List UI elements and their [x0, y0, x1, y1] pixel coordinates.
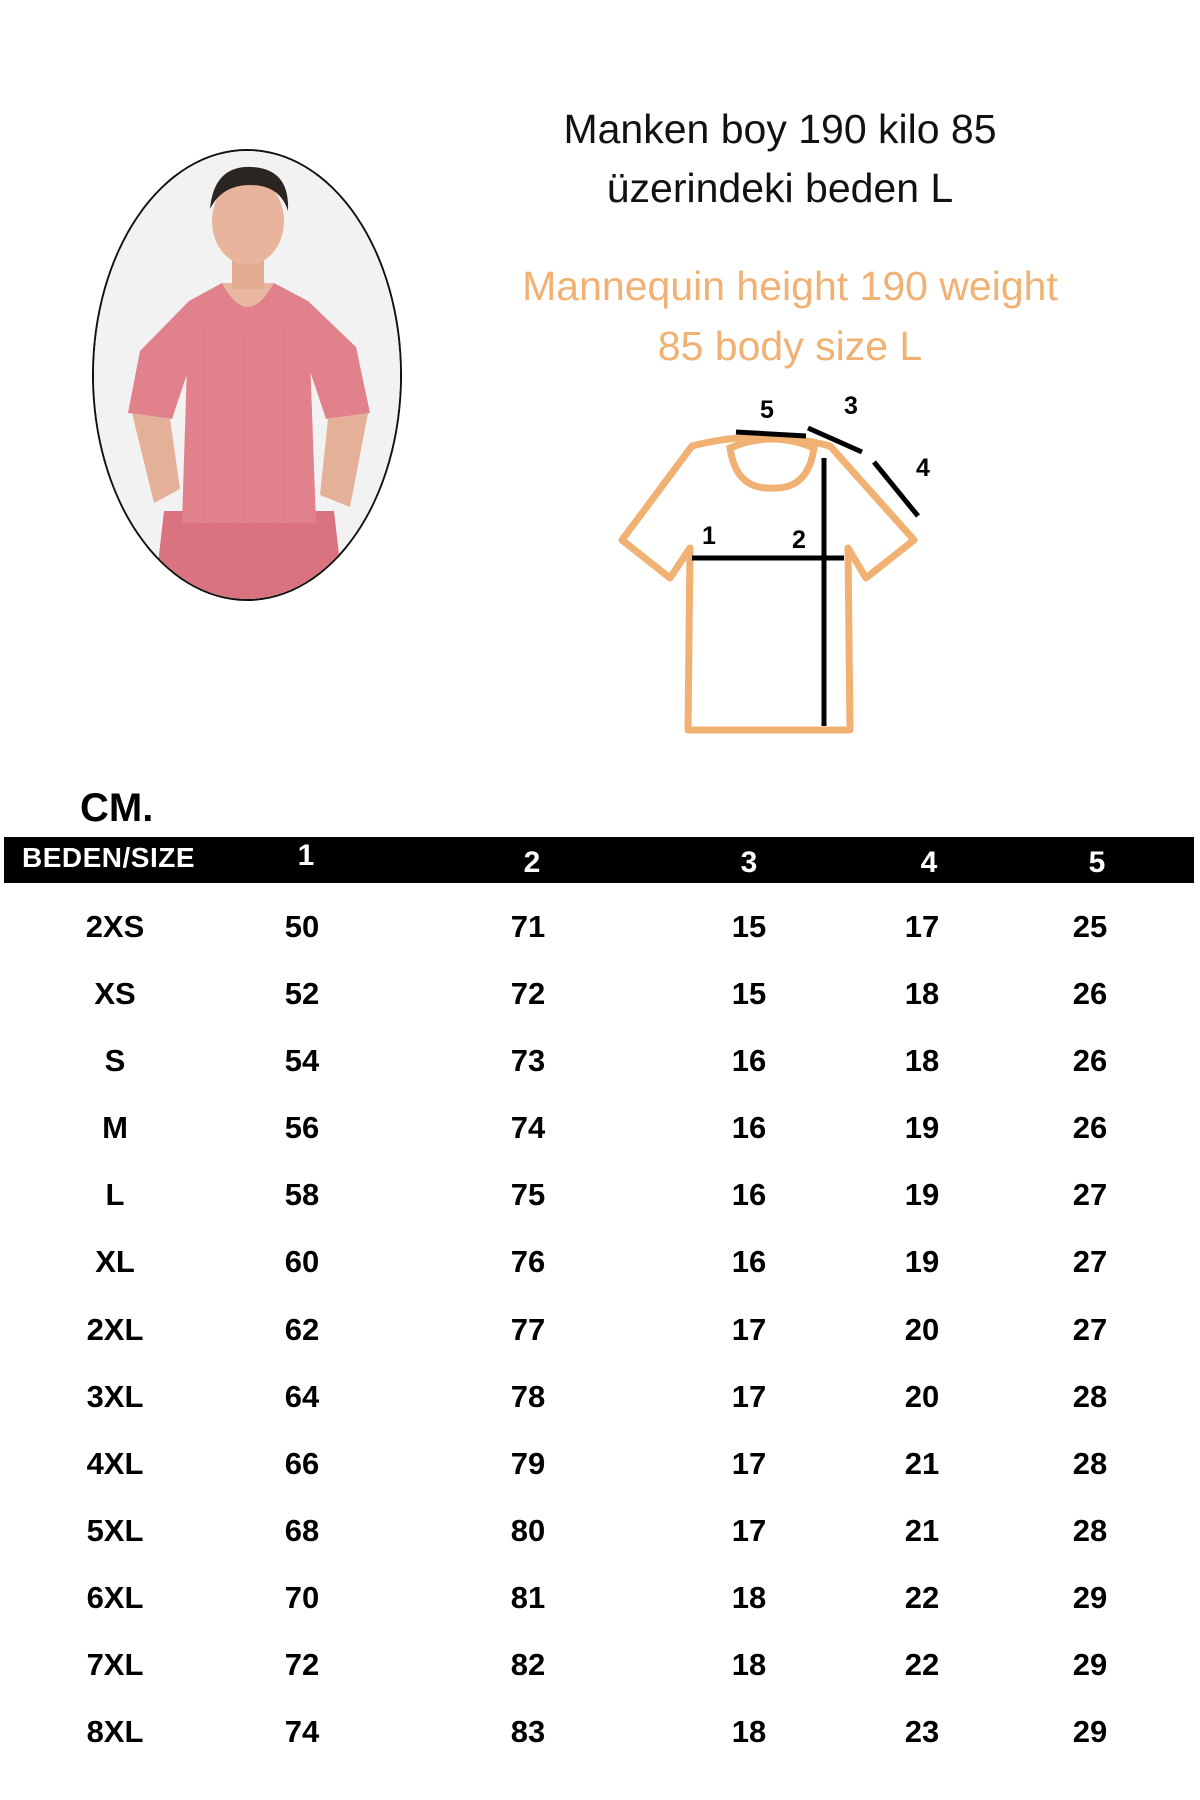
measurement-cell-col-2: 77 — [510, 1311, 546, 1347]
measurement-cell-col-1: 64 — [284, 1378, 320, 1414]
measurement-cell-col-5: 26 — [1072, 1110, 1108, 1146]
tshirt-outline — [622, 437, 914, 730]
measurement-cell-col-3: 15 — [731, 976, 767, 1012]
size-cell: S — [104, 1043, 126, 1079]
size-cell: XS — [94, 976, 136, 1012]
size-cell: 4XL — [86, 1445, 144, 1481]
measurement-cell-col-1: 52 — [284, 976, 320, 1012]
measurement-cell-col-3: 17 — [731, 1445, 767, 1481]
table-row — [0, 1702, 1200, 1769]
caption-turkish — [480, 100, 1080, 218]
table-row — [0, 1300, 1200, 1367]
measurement-cell-col-5: 28 — [1072, 1445, 1108, 1481]
diagram-label-4: 4 — [916, 454, 930, 482]
measurement-cell-col-3: 18 — [731, 1579, 767, 1615]
model-photo — [92, 149, 402, 601]
measurement-cell-col-2: 71 — [510, 909, 546, 944]
measurement-cell-col-5: 28 — [1072, 1378, 1108, 1414]
measurement-cell-col-2: 75 — [510, 1177, 546, 1213]
measurement-cell-col-2: 73 — [510, 1043, 546, 1079]
measurement-cell-col-3: 18 — [731, 1714, 767, 1750]
measurement-cell-col-1: 54 — [284, 1043, 320, 1079]
measurement-cell-col-5: 29 — [1072, 1579, 1108, 1615]
measurement-cell-col-1: 68 — [284, 1512, 320, 1548]
table-row — [0, 1501, 1200, 1568]
model-illustration — [94, 151, 400, 599]
size-cell: 5XL — [86, 1512, 144, 1548]
measurement-cell-col-2: 82 — [510, 1647, 546, 1683]
measurement-cell-col-5: 29 — [1072, 1647, 1108, 1683]
size-cell: L — [105, 1177, 125, 1213]
size-cell: 8XL — [86, 1714, 144, 1750]
size-cell: M — [102, 1110, 128, 1146]
measurement-cell-col-1: 70 — [284, 1579, 320, 1615]
size-cell: 2XL — [86, 1311, 144, 1347]
caption-english-line1: Mannequin height 190 weight — [522, 263, 1058, 309]
measurement-cell-col-1: 62 — [284, 1311, 320, 1347]
measurement-cell-col-2: 72 — [510, 976, 546, 1012]
measurement-cell-col-4: 18 — [904, 1043, 940, 1079]
measurement-cell-col-3: 15 — [731, 909, 767, 944]
measurement-cell-col-5: 27 — [1072, 1244, 1108, 1280]
header-col-3: 3 — [740, 846, 758, 879]
table-row — [0, 1031, 1200, 1098]
measurement-cell-col-4: 21 — [904, 1512, 940, 1548]
size-cell: 6XL — [86, 1579, 144, 1615]
measurement-cell-col-4: 19 — [904, 1177, 940, 1213]
measurement-cell-col-4: 22 — [904, 1579, 940, 1615]
measurement-cell-col-4: 19 — [904, 1110, 940, 1146]
measurement-cell-col-2: 81 — [510, 1579, 546, 1615]
measurement-cell-col-3: 17 — [731, 1378, 767, 1414]
measurement-cell-col-3: 16 — [731, 1244, 767, 1280]
measurement-cell-col-3: 17 — [731, 1512, 767, 1548]
table-row — [0, 1098, 1200, 1165]
measurement-cell-col-3: 17 — [731, 1311, 767, 1347]
size-table-body — [0, 897, 1200, 1769]
measurement-cell-col-2: 74 — [510, 1110, 546, 1146]
caption-turkish-line2: üzerindeki beden L — [606, 165, 954, 211]
size-table-header — [4, 837, 1194, 883]
measurement-cell-col-3: 16 — [731, 1110, 767, 1146]
measurement-cell-col-1: 74 — [284, 1714, 320, 1750]
diagram-label-5: 5 — [760, 396, 774, 424]
measurement-cell-col-1: 60 — [284, 1244, 320, 1280]
measurement-cell-col-3: 18 — [731, 1647, 767, 1683]
measurement-cell-col-4: 20 — [904, 1378, 940, 1414]
header-col-5: 5 — [1088, 846, 1106, 879]
measurement-cell-col-3: 16 — [731, 1043, 767, 1079]
measurement-cell-col-4: 17 — [904, 909, 940, 944]
header-col-2: 2 — [523, 846, 541, 879]
measurement-cell-col-4: 19 — [904, 1244, 940, 1280]
table-row — [0, 1165, 1200, 1232]
measurement-cell-col-5: 26 — [1072, 976, 1108, 1012]
diagram-label-3: 3 — [844, 392, 858, 420]
measurement-cell-col-4: 21 — [904, 1445, 940, 1481]
measurement-cell-col-1: 56 — [284, 1110, 320, 1146]
measurement-cell-col-2: 80 — [510, 1512, 546, 1548]
size-cell: 7XL — [86, 1647, 144, 1683]
diagram-label-2: 2 — [792, 526, 806, 554]
table-row — [0, 897, 1200, 964]
measurement-cell-col-2: 78 — [510, 1378, 546, 1414]
size-cell: XL — [95, 1244, 135, 1280]
header-col-4: 4 — [920, 846, 938, 879]
measurement-cell-col-1: 72 — [284, 1647, 320, 1683]
table-row — [0, 1434, 1200, 1501]
measurement-cell-col-4: 18 — [904, 976, 940, 1012]
table-row — [0, 1232, 1200, 1299]
measurement-cell-col-5: 25 — [1072, 909, 1108, 944]
table-row — [0, 1568, 1200, 1635]
measurement-cell-col-3: 16 — [731, 1177, 767, 1213]
size-cell: 2XS — [85, 909, 145, 944]
measurement-cell-col-4: 22 — [904, 1647, 940, 1683]
measurement-cell-col-5: 28 — [1072, 1512, 1108, 1548]
header-col-1: 1 — [297, 839, 315, 872]
header-size: BEDEN/SIZE — [22, 842, 196, 873]
measurement-cell-col-1: 58 — [284, 1177, 320, 1213]
table-row — [0, 1367, 1200, 1434]
diagram-label-1: 1 — [702, 522, 716, 550]
table-row — [0, 964, 1200, 1031]
measurement-cell-col-5: 27 — [1072, 1311, 1108, 1347]
measurement-cell-col-2: 76 — [510, 1244, 546, 1280]
table-row — [0, 1635, 1200, 1702]
measurement-cell-col-5: 26 — [1072, 1043, 1108, 1079]
measurement-cell-col-2: 79 — [510, 1445, 546, 1481]
measurement-cell-col-5: 27 — [1072, 1177, 1108, 1213]
measurement-cell-col-1: 66 — [284, 1445, 320, 1481]
measurement-cell-col-5: 29 — [1072, 1714, 1108, 1750]
measurement-cell-col-1: 50 — [284, 909, 320, 944]
size-cell: 3XL — [86, 1378, 144, 1414]
caption-english-line2: 85 body size L — [657, 323, 923, 369]
tshirt-measurement-diagram — [612, 388, 942, 743]
measurement-cell-col-4: 20 — [904, 1311, 940, 1347]
caption-turkish-line1: Manken boy 190 kilo 85 — [563, 106, 997, 152]
unit-label: CM. — [80, 786, 154, 830]
caption-english — [480, 256, 1100, 376]
measurement-cell-col-4: 23 — [904, 1714, 940, 1750]
measurement-cell-col-2: 83 — [510, 1714, 546, 1750]
